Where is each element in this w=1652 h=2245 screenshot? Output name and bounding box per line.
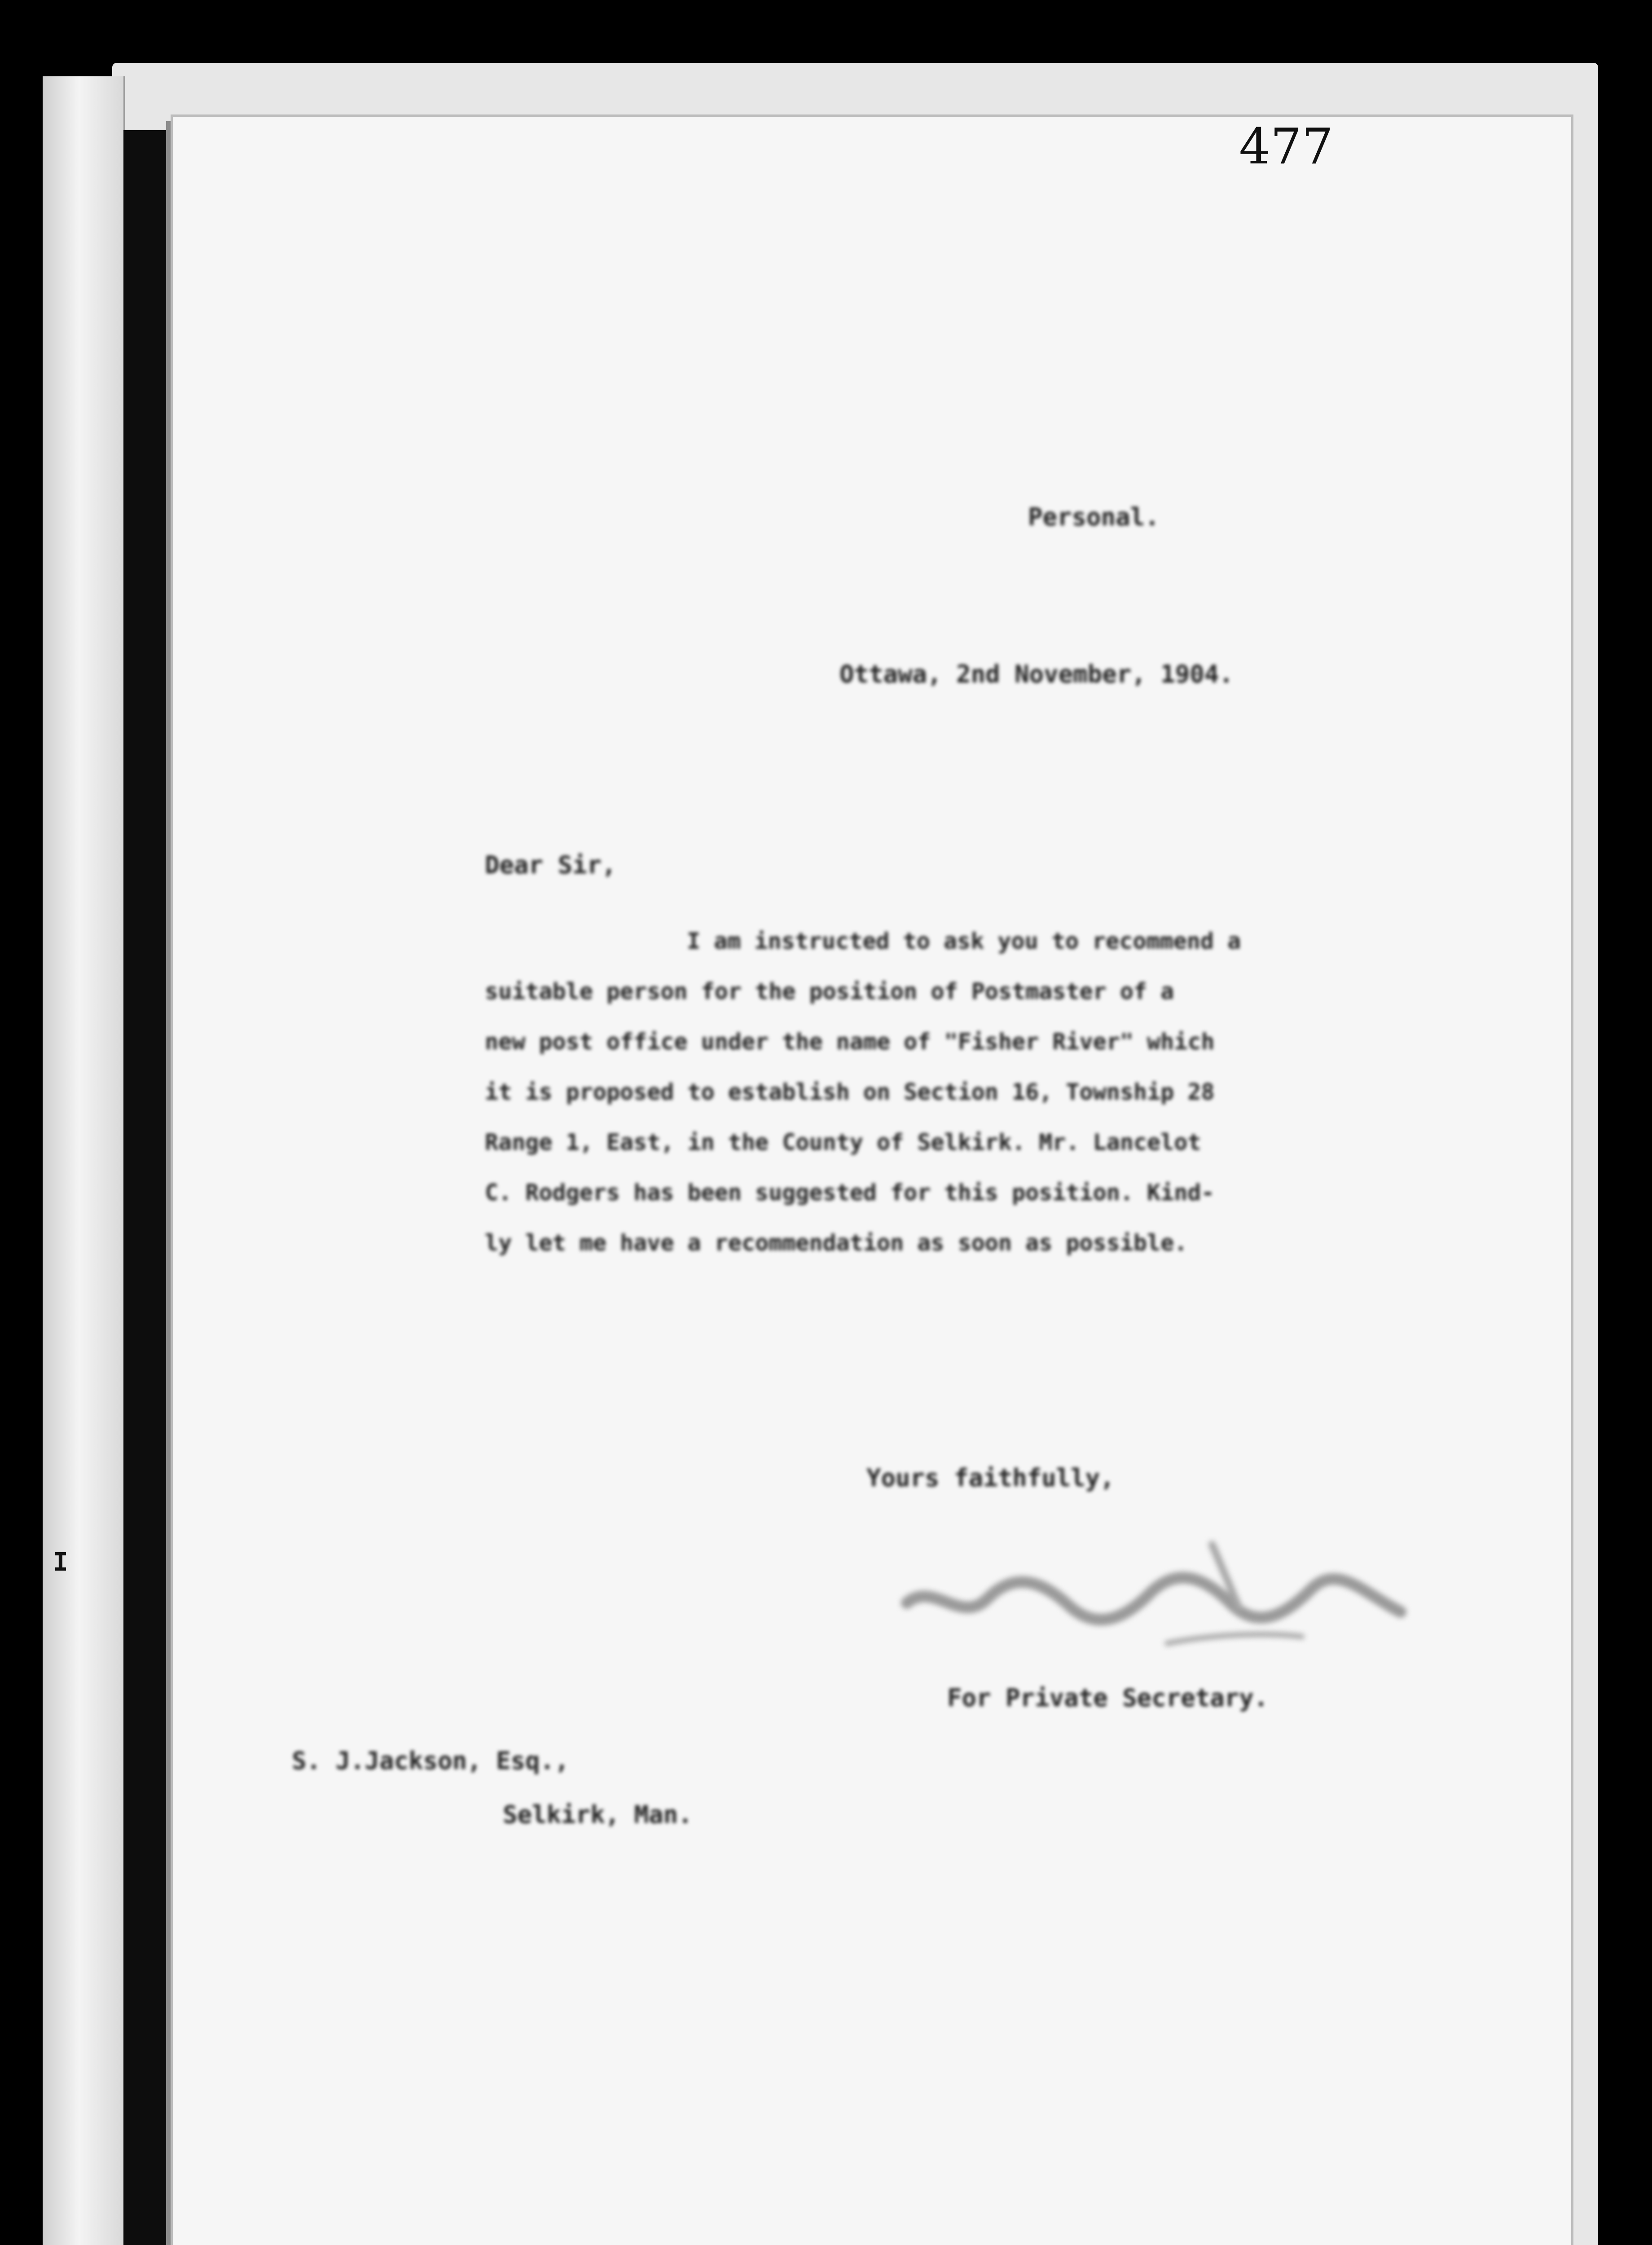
- addressee-place: Selkirk, Man.: [503, 1800, 693, 1829]
- body-line: it is proposed to establish on Section 16, Township 28: [485, 1079, 1215, 1105]
- handwritten-signature: [898, 1527, 1414, 1661]
- binding-shadow: [123, 130, 166, 2245]
- body-line: I am instructed to ask you to recommend a: [687, 928, 1241, 954]
- body-line: Range 1, East, in the County of Selkirk. Mr. Lancelot: [485, 1129, 1201, 1155]
- letter-body: [485, 916, 1360, 1268]
- body-line: ly let me have a recommendation as soon as possible.: [485, 1230, 1188, 1256]
- page-number: 477: [1239, 118, 1333, 175]
- binding-edge: [166, 121, 173, 2245]
- signer-title: For Private Secretary.: [947, 1684, 1269, 1712]
- personal-marking: Personal.: [1028, 503, 1160, 531]
- adjacent-page-edge: [43, 76, 125, 2245]
- body-line: C. Rodgers has been suggested for this position. Kind-: [485, 1180, 1215, 1206]
- addressee-name: S. J.Jackson, Esq.,: [292, 1747, 569, 1775]
- body-line: new post office under the name of "Fisher River" which: [485, 1029, 1215, 1055]
- side-mark: I: [53, 1548, 68, 1577]
- place-date: Ottawa, 2nd November, 1904.: [839, 660, 1234, 688]
- closing: Yours faithfully,: [866, 1464, 1115, 1492]
- body-line: suitable person for the position of Postmaster of a: [485, 978, 1174, 1004]
- salutation: Dear Sir,: [485, 851, 616, 879]
